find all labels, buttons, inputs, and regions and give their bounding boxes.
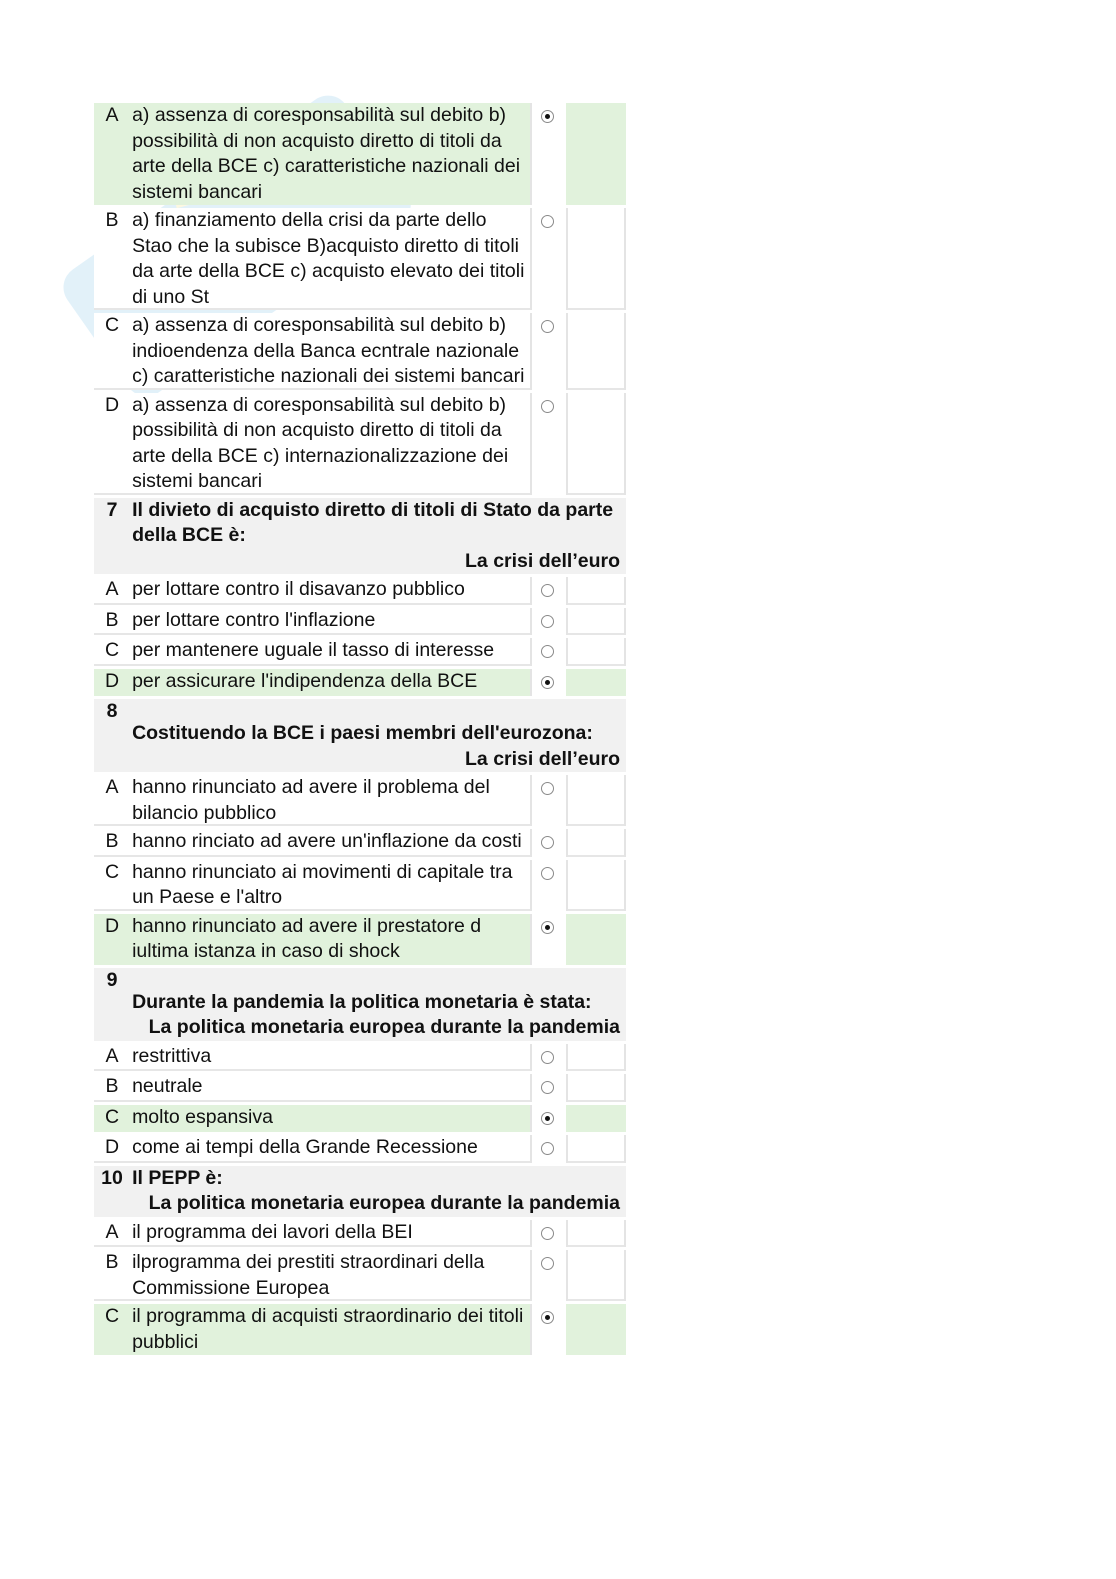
answer-option-row (94, 577, 626, 605)
answer-option-row (94, 1074, 626, 1102)
option-radio-cell (530, 393, 566, 495)
option-spacer-cell (566, 1044, 626, 1072)
option-text: per lottare contro l'inflazione (130, 608, 530, 636)
question-number: 9 (94, 968, 130, 1041)
radio-checked-icon[interactable] (541, 110, 554, 123)
answer-option-row (94, 829, 626, 857)
answer-option-row (94, 103, 626, 205)
radio-unchecked-icon[interactable] (541, 782, 554, 795)
option-spacer-cell (566, 103, 626, 205)
option-radio-cell (530, 103, 566, 205)
question-text: Durante la pandemia la politica monetaria è stata: (132, 990, 592, 1013)
answer-option-row (94, 1044, 626, 1072)
radio-unchecked-icon[interactable] (541, 1081, 554, 1094)
radio-unchecked-icon[interactable] (541, 615, 554, 628)
question-text: Costituendo la BCE i paesi membri dell'eurozona: (132, 722, 593, 744)
radio-unchecked-icon[interactable] (541, 400, 554, 413)
radio-unchecked-icon[interactable] (541, 584, 554, 597)
option-text: a) assenza di coresponsabilità sul debito b) indioendenza della Banca ecntrale nazionale c) caratteristiche nazionali dei sistemi bancari (130, 313, 530, 390)
answer-option-row (94, 669, 626, 697)
question-topic: La crisi dell’euro (465, 549, 620, 572)
option-radio-cell (530, 638, 566, 666)
option-spacer-cell (566, 669, 626, 697)
option-letter: B (94, 208, 130, 310)
option-letter: A (94, 1220, 130, 1248)
option-letter: C (94, 1304, 130, 1355)
question-cell (130, 699, 626, 772)
question-number: 10 (94, 1166, 130, 1217)
option-letter: A (94, 103, 130, 205)
option-radio-cell (530, 1074, 566, 1102)
option-radio-cell (530, 1135, 566, 1163)
option-text: ilprogramma dei prestiti straordinari della Commissione Europea (130, 1250, 530, 1301)
option-spacer-cell (566, 775, 626, 826)
question-text: Il divieto di acquisto diretto di titoli di Stato da parte della BCE è: (132, 498, 614, 546)
option-letter: B (94, 1250, 130, 1301)
option-spacer-cell (566, 1304, 626, 1355)
answer-option-row (94, 1220, 626, 1248)
option-text: come ai tempi della Grande Recessione (130, 1135, 530, 1163)
option-letter: A (94, 1044, 130, 1072)
option-spacer-cell (566, 1220, 626, 1248)
option-letter: C (94, 1105, 130, 1133)
option-radio-cell (530, 608, 566, 636)
option-spacer-cell (566, 1135, 626, 1163)
question-topic: La politica monetaria europea durante la pandemia (148, 1016, 620, 1038)
option-radio-cell (530, 775, 566, 826)
radio-checked-icon[interactable] (541, 1311, 554, 1324)
option-text: a) assenza di coresponsabilità sul debito b) possibilità di non acquisto diretto di titoli da arte della BCE c) internazionalizzazione dei sistemi bancari (130, 393, 530, 495)
question-cell (130, 968, 626, 1041)
answer-option-row (94, 1304, 626, 1355)
question-row (94, 968, 626, 1041)
question-number: 8 (94, 699, 130, 772)
option-spacer-cell (566, 608, 626, 636)
option-radio-cell (530, 1220, 566, 1248)
option-letter: C (94, 860, 130, 911)
option-radio-cell (530, 1105, 566, 1133)
option-text: per mantenere uguale il tasso di interesse (130, 638, 530, 666)
answer-option-row (94, 313, 626, 390)
radio-unchecked-icon[interactable] (541, 1257, 554, 1270)
option-radio-cell (530, 577, 566, 605)
answer-option-row (94, 1250, 626, 1301)
option-spacer-cell (566, 208, 626, 310)
option-text: per lottare contro il disavanzo pubblico (130, 577, 530, 605)
option-text: a) finanziamento della crisi da parte dello Stao che la subisce B)acquisto diretto di titoli da arte della BCE c) acquisto elevato dei titoli di uno St (130, 208, 530, 310)
option-spacer-cell (566, 1250, 626, 1301)
answer-option-row (94, 393, 626, 495)
option-letter: B (94, 829, 130, 857)
question-text: Il PEPP è: (132, 1166, 223, 1189)
option-spacer-cell (566, 577, 626, 605)
option-spacer-cell (566, 914, 626, 965)
question-topic: La politica monetaria europea durante la pandemia (148, 1192, 620, 1214)
answer-option-row (94, 208, 626, 310)
option-letter: A (94, 775, 130, 826)
option-spacer-cell (566, 393, 626, 495)
question-number: 7 (94, 498, 130, 575)
option-radio-cell (530, 669, 566, 697)
question-cell (130, 498, 626, 575)
option-radio-cell (530, 1250, 566, 1301)
option-text: hanno rinciato ad avere un'inflazione da costi (130, 829, 530, 857)
option-letter: D (94, 1135, 130, 1163)
option-letter: D (94, 393, 130, 495)
option-radio-cell (530, 208, 566, 310)
option-letter: C (94, 313, 130, 390)
option-spacer-cell (566, 638, 626, 666)
option-letter: B (94, 1074, 130, 1102)
option-letter: A (94, 577, 130, 605)
answer-option-row (94, 1135, 626, 1163)
question-row (94, 699, 626, 772)
option-text: restrittiva (130, 1044, 530, 1072)
question-row (94, 498, 626, 575)
option-letter: D (94, 914, 130, 965)
option-text: hanno rinunciato ad avere il problema del bilancio pubblico (130, 775, 530, 826)
radio-unchecked-icon[interactable] (541, 836, 554, 849)
radio-unchecked-icon[interactable] (541, 1227, 554, 1240)
option-text: a) assenza di coresponsabilità sul debito b) possibilità di non acquisto diretto di titoli da arte della BCE c) caratteristiche nazionali dei sistemi bancari (130, 103, 530, 205)
option-text: il programma dei lavori della BEI (130, 1220, 530, 1248)
option-text: hanno rinunciato ad avere il prestatore d iultima istanza in caso di shock (130, 914, 530, 965)
option-radio-cell (530, 1044, 566, 1072)
radio-unchecked-icon[interactable] (541, 320, 554, 333)
answer-option-row (94, 914, 626, 965)
option-spacer-cell (566, 313, 626, 390)
option-spacer-cell (566, 1074, 626, 1102)
answer-option-row (94, 775, 626, 826)
radio-unchecked-icon[interactable] (541, 1051, 554, 1064)
option-text: molto espansiva (130, 1105, 530, 1133)
option-spacer-cell (566, 829, 626, 857)
option-letter: D (94, 669, 130, 697)
radio-unchecked-icon[interactable] (541, 867, 554, 880)
question-topic: La crisi dell’euro (465, 747, 620, 770)
option-text: neutrale (130, 1074, 530, 1102)
quiz-table (94, 100, 626, 1358)
question-cell (130, 1166, 626, 1217)
answer-option-row (94, 1105, 626, 1133)
answer-option-row (94, 608, 626, 636)
radio-unchecked-icon[interactable] (541, 1142, 554, 1155)
option-letter: C (94, 638, 130, 666)
option-radio-cell (530, 914, 566, 965)
radio-unchecked-icon[interactable] (541, 215, 554, 228)
answer-option-row (94, 638, 626, 666)
question-row (94, 1166, 626, 1217)
answer-option-row (94, 860, 626, 911)
option-text: hanno rinunciato ai movimenti di capitale tra un Paese e l'altro (130, 860, 530, 911)
option-letter: B (94, 608, 130, 636)
option-text: per assicurare l'indipendenza della BCE (130, 669, 530, 697)
option-spacer-cell (566, 1105, 626, 1133)
option-spacer-cell (566, 860, 626, 911)
option-radio-cell (530, 313, 566, 390)
option-radio-cell (530, 860, 566, 911)
option-radio-cell (530, 1304, 566, 1355)
radio-checked-icon[interactable] (541, 676, 554, 689)
radio-checked-icon[interactable] (541, 1112, 554, 1125)
option-text: il programma di acquisti straordinario dei titoli pubblici (130, 1304, 530, 1355)
option-radio-cell (530, 829, 566, 857)
radio-unchecked-icon[interactable] (541, 645, 554, 658)
radio-checked-icon[interactable] (541, 921, 554, 934)
